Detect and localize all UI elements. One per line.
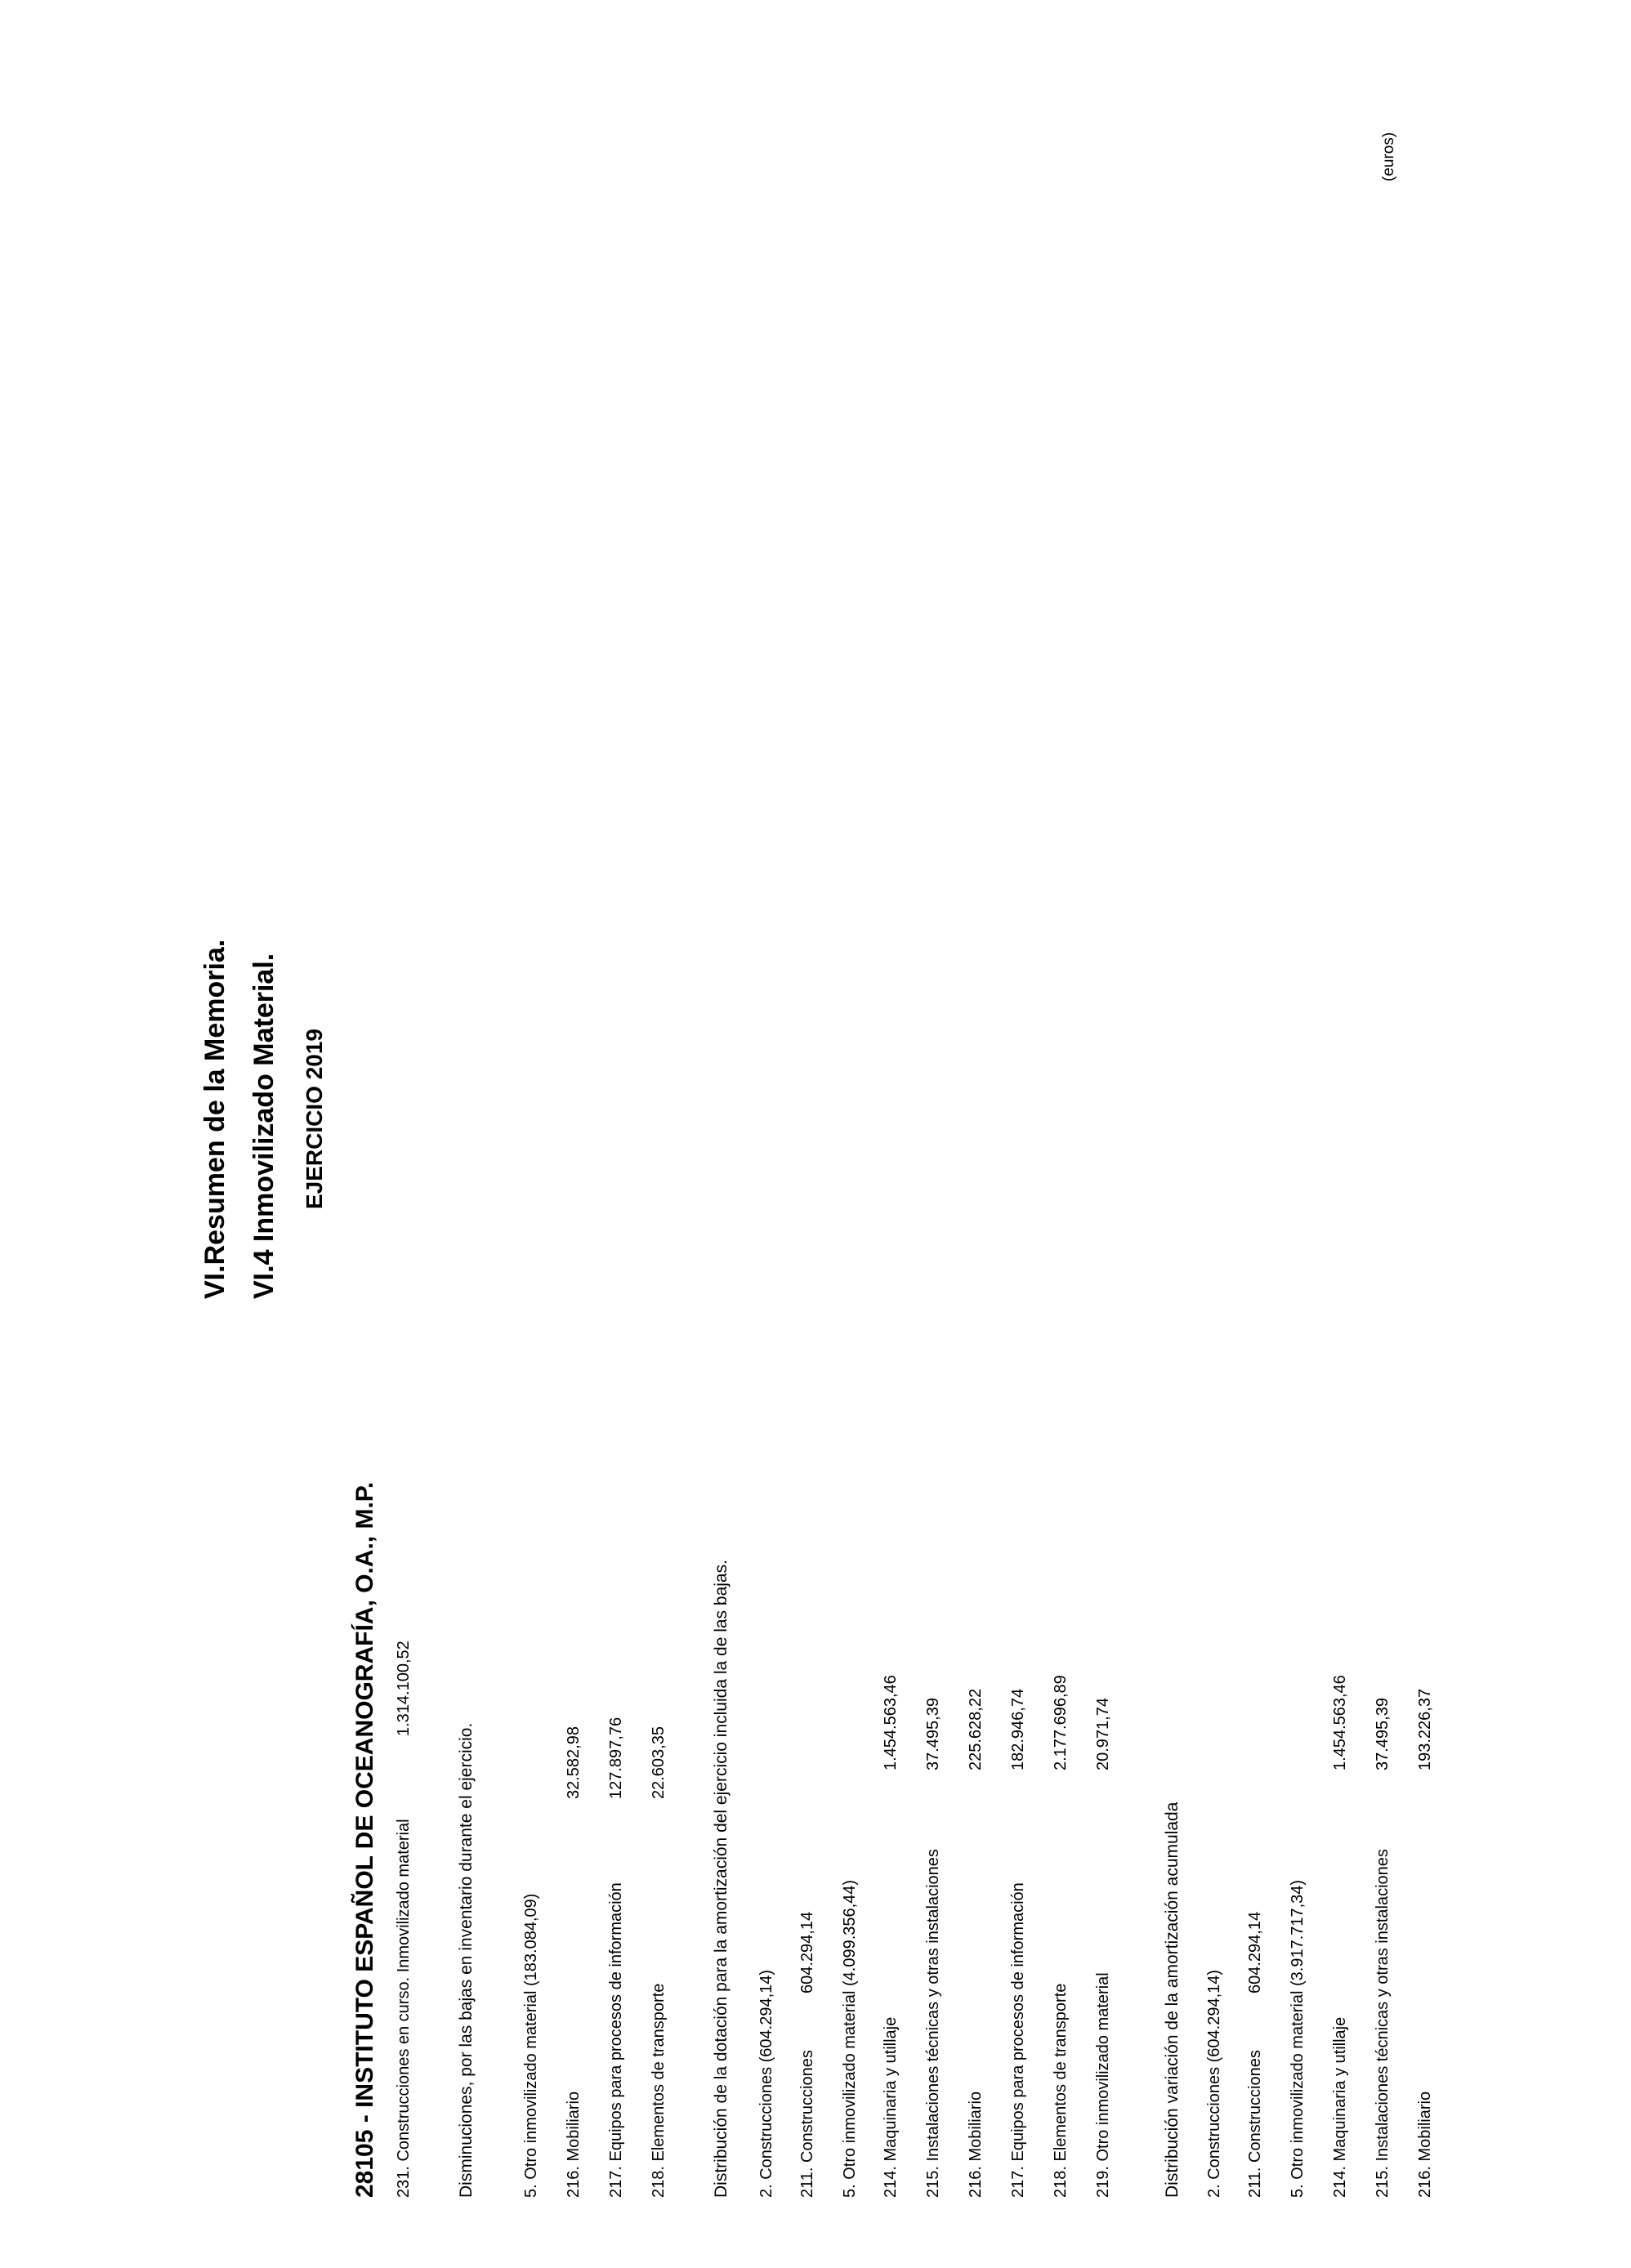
- decreases-item-label: 216. Mobiliario: [565, 2091, 583, 2198]
- accumulated-item-value: 37.495,39: [1374, 1698, 1392, 1770]
- dotation-item-label: 211. Construcciones: [798, 2050, 816, 2198]
- construction-label: 231. Construcciones en curso. Inmovilizado material: [395, 1819, 413, 2198]
- dotation-item-label: 217. Equipos para procesos de información: [1009, 1882, 1027, 2198]
- dotation-item-label: 219. Otro inmovilizado material: [1094, 1972, 1112, 2198]
- dotation-item-value: 604.294,14: [798, 1911, 816, 1993]
- decreases-item-label: 218. Elementos de transporte: [650, 1983, 668, 2198]
- accumulated-item-label: 215. Instalaciones técnicas y otras instalaciones: [1374, 1849, 1392, 2198]
- accumulated-item-value: 193.226,37: [1416, 1688, 1434, 1770]
- dotation-item-value: 2.177.696,89: [1052, 1675, 1070, 1770]
- units-label: (euros): [1380, 132, 1397, 181]
- dotation-item-label: 214. Maquinaria y utillaje: [882, 2016, 900, 2198]
- decreases-item-value: 32.582,98: [565, 1726, 583, 1799]
- dotation-group-construcciones: 2. Construcciones (604.294,14): [757, 1969, 775, 2198]
- dotation-item-label: 215. Instalaciones técnicas y otras instalaciones: [924, 1849, 942, 2198]
- dotation-item-value: 225.628,22: [967, 1688, 985, 1770]
- fiscal-year: EJERCICIO 2019: [302, 1029, 327, 1209]
- accumulated-item-label: 214. Maquinaria y utillaje: [1331, 2016, 1349, 2198]
- accumulated-item-label: 216. Mobiliario: [1416, 2091, 1434, 2198]
- dotation-item-label: 216. Mobiliario: [967, 2091, 985, 2198]
- entity-heading: 28105 - INSTITUTO ESPAÑOL DE OCEANOGRAFÍA, O.A., M.P.: [351, 1481, 378, 2198]
- accumulated-item-value: 1.454.563,46: [1331, 1675, 1349, 1770]
- decreases-heading: Disminuciones, por las bajas en inventario durante el ejercicio.: [457, 1722, 476, 2198]
- accumulated-group-construcciones: 2. Construcciones (604.294,14): [1205, 1969, 1223, 2198]
- decreases-group: 5. Otro inmovilizado material (183.084,09): [522, 1893, 540, 2198]
- dotation-item-label: 218. Elementos de transporte: [1052, 1983, 1070, 2198]
- dotation-group-otro: 5. Otro inmovilizado material (4.099.356,44): [841, 1879, 859, 2198]
- construction-value: 1.314.100,52: [395, 1641, 413, 1736]
- accumulated-heading: Distribución variación de la amortización acumulada: [1163, 1801, 1182, 2198]
- decreases-item-label: 217. Equipos para procesos de información: [607, 1882, 625, 2198]
- accumulated-item-label: 211. Construcciones: [1246, 2050, 1264, 2198]
- accumulated-item-value: 604.294,14: [1246, 1911, 1264, 1993]
- dotation-item-value: 37.495,39: [924, 1698, 942, 1770]
- report-subtitle: VI.4 Inmovilizado Material.: [248, 953, 279, 1299]
- decreases-item-value: 127.897,76: [607, 1717, 625, 1799]
- report-title: VI.Resumen de la Memoria.: [199, 939, 230, 1299]
- dotation-heading: Distribución de la dotación para la amortización del ejercicio incluida la de las bajas.: [712, 1560, 731, 2198]
- decreases-item-value: 22.603,35: [650, 1726, 668, 1799]
- accumulated-group-otro: 5. Otro inmovilizado material (3.917.717,34): [1289, 1879, 1307, 2198]
- dotation-item-value: 182.946,74: [1009, 1688, 1027, 1770]
- dotation-item-value: 20.971,74: [1094, 1698, 1112, 1770]
- dotation-item-value: 1.454.563,46: [882, 1675, 900, 1770]
